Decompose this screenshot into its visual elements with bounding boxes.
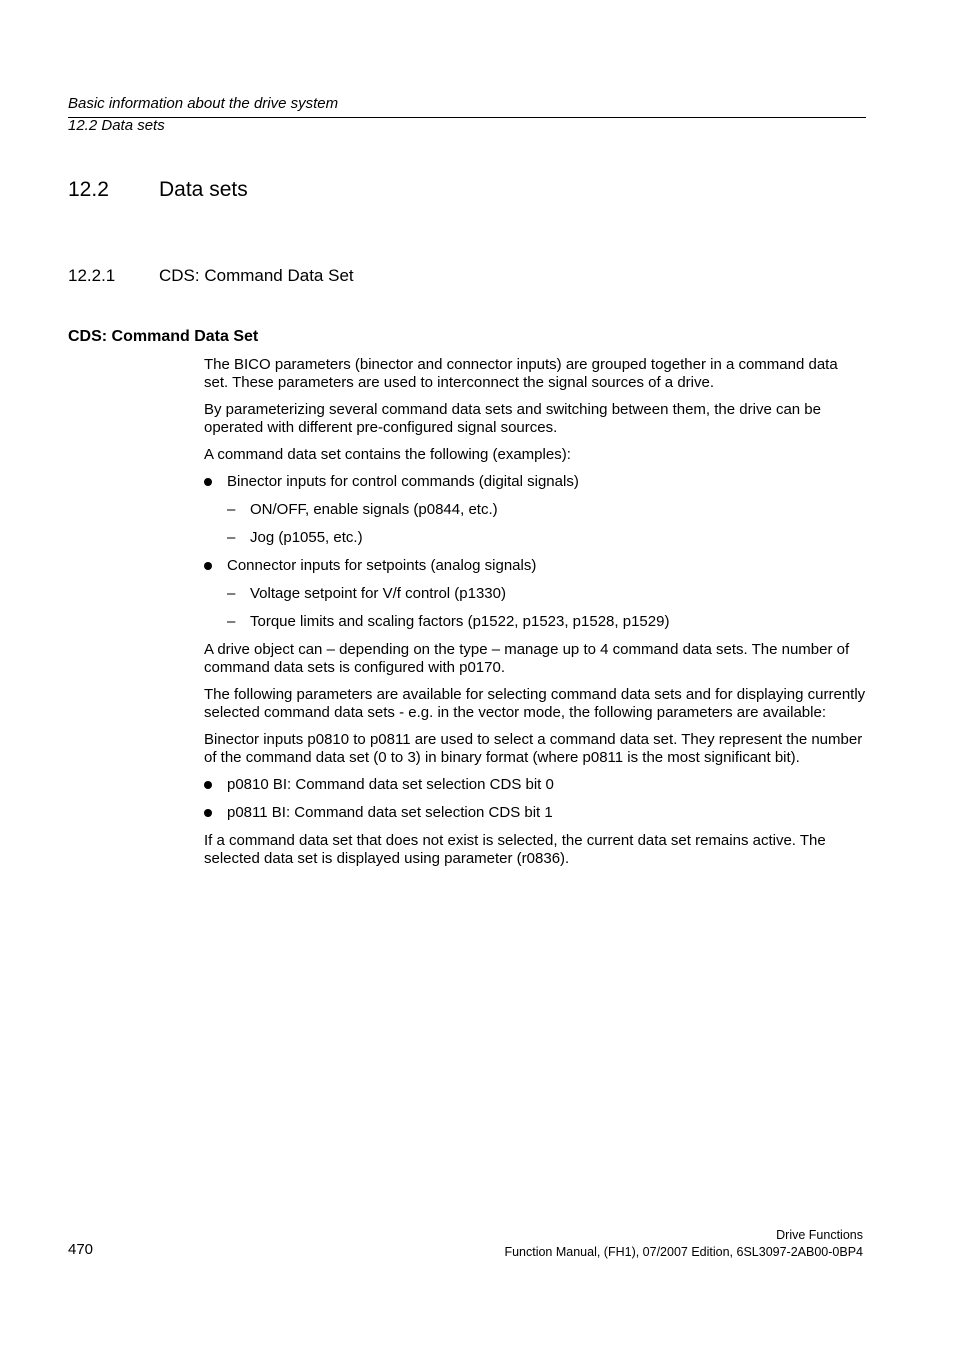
running-header-title: Basic information about the drive system [68, 95, 339, 112]
sub-list-item [204, 529, 866, 547]
paragraph: A drive object can – depending on the type – manage up to 4 command data sets. The number of command data sets is configured with p0170. [204, 641, 850, 676]
subsection-number: 12.2.1 [68, 266, 116, 285]
block-heading: CDS: Command Data Set [68, 328, 259, 345]
list-item-text: Binector inputs for control commands (digital signals) [227, 473, 579, 490]
list-item-text: Connector inputs for setpoints (analog signals) [227, 557, 537, 574]
sub-list-item-text: ON/OFF, enable signals (p0844, etc.) [250, 501, 498, 518]
dash-icon: – [227, 585, 236, 602]
paragraph: The BICO parameters (binector and connector inputs) are grouped together in a command data set. These parameters are used to interconnect the signal sources of a drive. [204, 356, 838, 391]
dash-icon: – [227, 613, 236, 630]
paragraph: If a command data set that does not exist is selected, the current data set remains active. The selected data set is displayed using parameter (r0836). [204, 832, 826, 867]
paragraph: Binector inputs p0810 to p0811 are used to select a command data set. They represent the number of the command data set (0 to 3) in binary format (where p0811 is the most significant bit). [204, 731, 863, 766]
list-item [204, 473, 866, 491]
running-header-section: 12.2 Data sets [68, 117, 165, 134]
section-number: 12.2 [68, 178, 109, 201]
bullet-icon [204, 562, 212, 570]
dash-icon: – [227, 501, 236, 518]
list-item [204, 804, 866, 822]
sub-list-item-text: Jog (p1055, etc.) [250, 529, 363, 546]
list-item-text: p0811 BI: Command data set selection CDS bit 1 [227, 804, 553, 821]
bullet-icon [204, 809, 212, 817]
section-title: Data sets [159, 178, 248, 201]
footer-doc-title: Drive Functions [776, 1228, 863, 1242]
dash-icon: – [227, 529, 236, 546]
sub-list-item [204, 613, 866, 631]
list-item-text: p0810 BI: Command data set selection CDS bit 0 [227, 776, 554, 793]
sub-list-item-text: Voltage setpoint for V/f control (p1330) [250, 585, 506, 602]
subsection-title: CDS: Command Data Set [159, 266, 354, 285]
paragraph: The following parameters are available for selecting command data sets and for displaying currently selected command data sets - e.g. in the vector mode, the following parameters are available: [204, 686, 866, 721]
paragraph: By parameterizing several command data sets and switching between them, the drive can be operated with different pre-configured signal sources. [204, 401, 821, 436]
footer-edition: Function Manual, (FH1), 07/2007 Edition, 6SL3097-2AB00-0BP4 [504, 1245, 863, 1259]
page-number: 470 [68, 1241, 94, 1258]
footer-doc-info [504, 1227, 863, 1261]
list-item [204, 557, 866, 575]
bullet-icon [204, 781, 212, 789]
body-text [204, 356, 866, 877]
sub-list-item [204, 501, 866, 519]
paragraph: A command data set contains the following (examples): [204, 446, 571, 463]
sub-list-item-text: Torque limits and scaling factors (p1522, p1523, p1528, p1529) [250, 613, 670, 630]
bullet-icon [204, 478, 212, 486]
sub-list-item [204, 585, 866, 603]
header-rule [68, 117, 866, 118]
list-item [204, 776, 866, 794]
